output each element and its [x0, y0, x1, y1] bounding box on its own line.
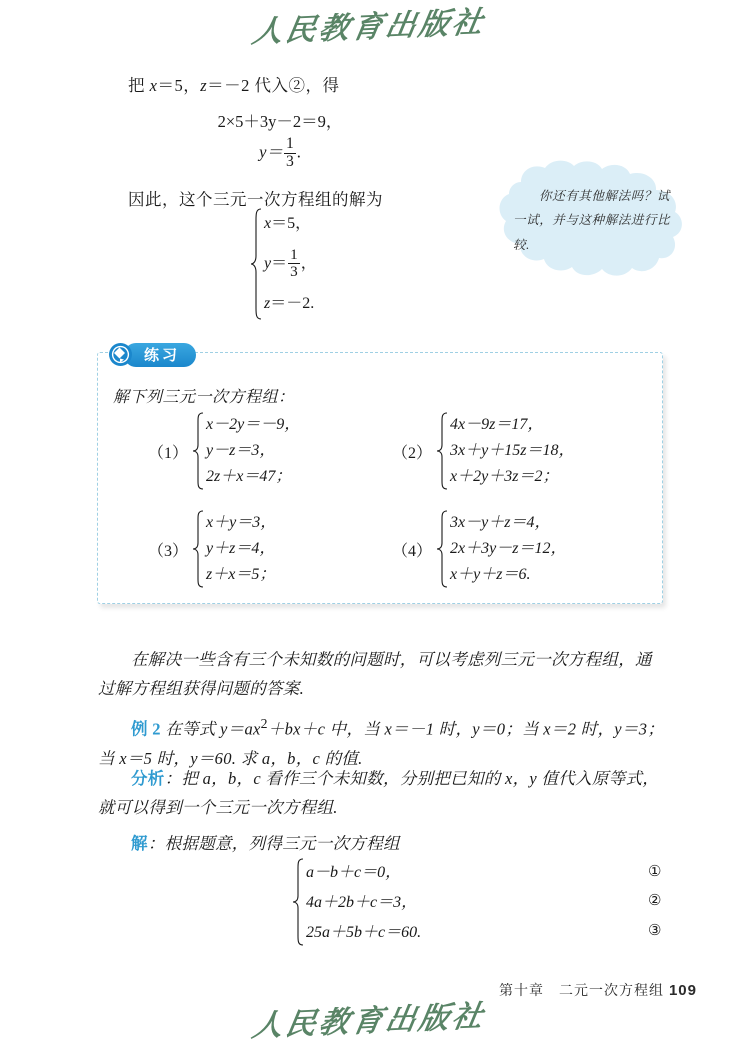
analysis-paragraph — [98, 764, 668, 823]
derivation-var-z: z — [200, 76, 208, 95]
example-keyword: 例 2 — [131, 719, 161, 739]
exercise-badge-label: 练习 — [124, 343, 196, 367]
solution-row-y-tail: ， — [300, 255, 317, 273]
solution-row-y-eq: ＝ — [271, 255, 288, 273]
derivation-equation-2-end: . — [296, 142, 301, 162]
exercise-problem-4 — [392, 510, 566, 588]
equation-tag-3: ③ — [648, 922, 662, 939]
final-system — [292, 858, 421, 946]
problem-3-label: （3） — [148, 542, 189, 560]
derivation-equation-1: 2×5＋3y－2＝9， — [217, 112, 343, 131]
derivation-intro-line — [128, 72, 340, 96]
solution-row-x — [264, 211, 317, 237]
problem-1-system — [192, 412, 300, 490]
fraction-denominator: 3 — [285, 152, 294, 170]
publisher-watermark-bottom — [0, 996, 739, 1044]
problem-4-row-1: 3x－y＋z＝4， — [450, 513, 551, 531]
problem-3-row-3: z＋x＝5； — [206, 565, 276, 583]
problem-1-rows — [204, 412, 300, 490]
left-brace-icon — [192, 412, 204, 490]
derivation-var-x: x — [149, 76, 158, 95]
problem-3-row-2: y＋z＝4， — [206, 539, 276, 557]
problem-1-row-3: 2z＋x＝47； — [206, 467, 292, 485]
problem-3-row-1: x＋y＝3， — [206, 513, 277, 531]
problem-1-row-2: y－z＝3， — [206, 441, 276, 459]
solution-row-z-var: z — [264, 295, 271, 313]
solution-row-y-var: y — [264, 255, 272, 273]
problem-4-row-2: 2x＋3y－z＝12， — [450, 539, 567, 557]
final-system-tags — [648, 858, 661, 946]
analysis-keyword: 分析 — [131, 769, 165, 788]
derivation-intro-prefix: 把 — [128, 76, 150, 95]
solution-keyword: 解 — [131, 834, 148, 853]
problem-2-system — [436, 412, 574, 490]
footer-chapter-title: 第十章 二元一次方程组 — [498, 984, 664, 999]
problem-2-row-1: 4x－9z＝17， — [450, 415, 544, 433]
problem-4-row-3: x＋y＋z＝6. — [450, 565, 531, 583]
problem-4-rows — [448, 510, 566, 588]
problem-2-label: （2） — [392, 444, 433, 462]
left-brace-icon — [436, 412, 448, 490]
solution-row-x-var: x — [264, 214, 272, 232]
exercise-problem-3 — [148, 510, 276, 588]
solution-fraction-numerator: 1 — [290, 246, 298, 264]
exercise-problem-2 — [392, 412, 574, 490]
example-exponent: 2 — [260, 716, 268, 731]
exercise-prompt: 解下列三元一次方程组： — [113, 389, 295, 406]
solution-fraction-denominator: 3 — [290, 263, 298, 281]
problem-4-system — [436, 510, 566, 588]
analysis-text: ：把 a，b，c 看作三个未知数，分别把已知的 x，y 值代入原等式，就可以得到一个三元一次方程组. — [98, 769, 660, 818]
solution-row-z — [264, 291, 317, 317]
final-system-row-1: a－b＋c＝0， — [306, 864, 402, 881]
intro-paragraph — [98, 645, 668, 704]
problem-2-rows — [448, 412, 574, 490]
solution-row-z-value: ＝－2. — [270, 295, 315, 313]
solution-row-x-value: ＝5， — [271, 214, 312, 232]
fraction-numerator: 1 — [285, 135, 294, 152]
left-brace-icon — [292, 858, 304, 946]
publisher-watermark-text: 人民教育出版社 — [249, 5, 489, 50]
derivation-equation-2-lhs: y＝ — [259, 142, 283, 162]
left-brace-icon — [250, 208, 262, 320]
derivation-intro-eq1: ＝5， — [157, 76, 201, 95]
solution-system — [250, 208, 317, 320]
solution-paragraph — [98, 829, 668, 858]
solution-row-y-fraction — [288, 247, 300, 281]
footer-page-number: 109 — [668, 982, 697, 999]
derivation-equation-2 — [0, 136, 560, 171]
problem-3-rows — [204, 510, 276, 588]
problem-1-row-1: x－2y＝－9， — [206, 415, 301, 433]
problem-2-row-3: x＋2y＋3z＝2； — [450, 467, 559, 485]
callout-text: 你还有其他解法吗？试一试，并与这种解法进行比较. — [513, 189, 671, 252]
solution-system-rows — [262, 208, 317, 320]
exercise-problem-1 — [148, 412, 300, 490]
solution-row-y — [264, 242, 317, 286]
solution-text: ：根据题意，列得三元一次方程组 — [147, 834, 400, 853]
equation-tag-1: ① — [648, 864, 662, 881]
derivation-conclusion: 因此，这个三元一次方程组的解为 — [128, 190, 383, 209]
left-brace-icon — [192, 510, 204, 588]
exercise-badge — [108, 341, 196, 368]
diamond-circle-icon — [108, 342, 133, 367]
left-brace-icon — [436, 510, 448, 588]
final-system-row-2: 4a＋2b＋c＝3， — [306, 894, 418, 911]
example-text-b: ＋bx＋c 中，当 x＝－1 时，y＝0；当 x＝2 时，y＝3；当 x＝5 时，y＝60. 求 a，b，c 的值. — [98, 719, 665, 768]
equation-tag-2: ② — [648, 893, 662, 910]
final-system-row-3: 25a＋5b＋c＝60. — [306, 924, 422, 941]
problem-3-system — [192, 510, 276, 588]
intro-paragraph-text: 在解决一些含有三个未知数的问题时，可以考虑列三元一次方程组，通过解方程组获得问题的答案. — [98, 650, 652, 699]
callout-cloud — [487, 160, 695, 288]
example-text-a: 在等式 y＝ax — [165, 719, 261, 739]
publisher-watermark-text: 人民教育出版社 — [249, 999, 489, 1044]
problem-2-row-2: 3x＋y＋15z＝18， — [450, 441, 575, 459]
derivation-intro-eq2: ＝－2 代入②，得 — [207, 76, 340, 95]
final-system-rows — [304, 858, 421, 946]
derivation-fraction — [284, 136, 296, 171]
problem-1-label: （1） — [148, 444, 189, 462]
problem-4-label: （4） — [392, 542, 433, 560]
